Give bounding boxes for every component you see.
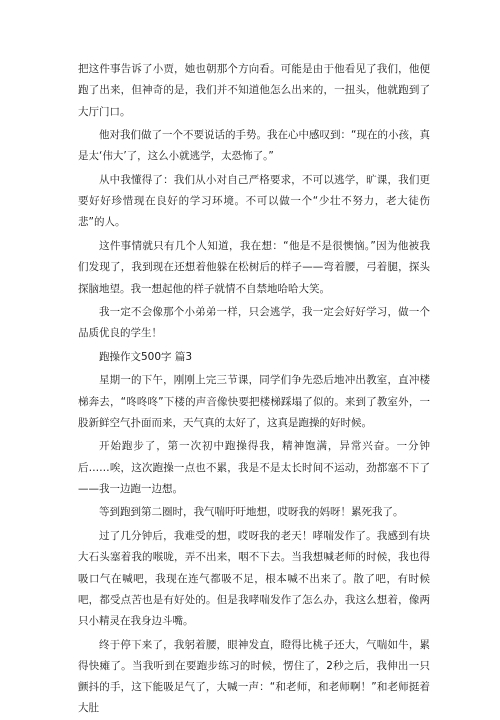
paragraph: 我一定不会像那个小弟弟一样，只会逃学，我一定会好好学习，做一个品质优良的学生！ <box>78 306 430 340</box>
paragraph: 他对我们做了一个不要说话的手势。我在心中感叹到：“现在的小孩，真是太‘伟大’了，这么小就逃学，太恐怖了。” <box>78 129 430 163</box>
paragraph: 星期一的下午，刚刚上完三节课，同学们争先恐后地冲出教室，直冲楼梯奔去，“咚咚咚”下楼的声音像快要把楼梯踩塌了似的。来到了教室外，一股新鲜空气扑面而来，天气真的太好了，这真是跑操的好时候。 <box>78 374 430 429</box>
paragraph: 开始跑步了，第一次初中跑操得我，精神饱满，异常兴奋。一分钟后……唉，这次跑操一点也不累，我是不是太长时间不运动，劲都塞不下了——我一边跑一边想。 <box>78 440 430 495</box>
paragraph: 等到跑到第二圈时，我气喘吁吁地想，哎呀我的妈呀！累死我了。 <box>99 506 404 519</box>
paragraph: 这件事情就只有几个人知道，我在想：“他是不是很懊恼。”因为他被我们发现了，我到现在还想着他躲在松树后的样子——弯着腰，弓着腿，探头探脑地望。我一想起他的样子就情不自禁地哈哈大笑。 <box>78 239 430 295</box>
paragraph: 从中我懂得了：我们从小对自己严格要求，不可以逃学，旷课，我们更要好好珍惜现在良好的学习环境。不可以做一个“少壮不努力，老大徒伤悲”的人。 <box>78 173 430 229</box>
paragraph: 过了几分钟后，我难受的想，哎呀我的老天！哮喘发作了。我感到有块大石头塞着我的喉咙，弄不出来，咽不下去。当我想喊老师的时候，我也得吸口气在喊吧，我现在连气都吸不足，根本喊不出来了。散了吧，有时候吧，都受点苦也是有好处的。但是我哮喘发作了怎么办，我这么想着，像两只小精灵在我身边斗嘴。 <box>78 529 430 628</box>
paragraph: 把这件事告诉了小贾，她也朝那个方向看。可能是由于他看见了我们，他便跑了出来，但神奇的是，我们并不知道他怎么出来的，一扭头，他就跑到了大厅门口。 <box>78 63 430 118</box>
section-heading: 跑操作文500字 篇3 <box>99 350 193 363</box>
paragraph: 终于停下来了，我躬着腰，眼神发直，瞪得比桃子还大，气喘如牛，累得快瘫了。当我听到在要跑步练习的时候，愣住了，2秒之后，我伸出一只颤抖的手，这下能吸足气了，大喊一声：“和老师，和老师啊！”和老师挺着大肚 <box>78 638 430 715</box>
